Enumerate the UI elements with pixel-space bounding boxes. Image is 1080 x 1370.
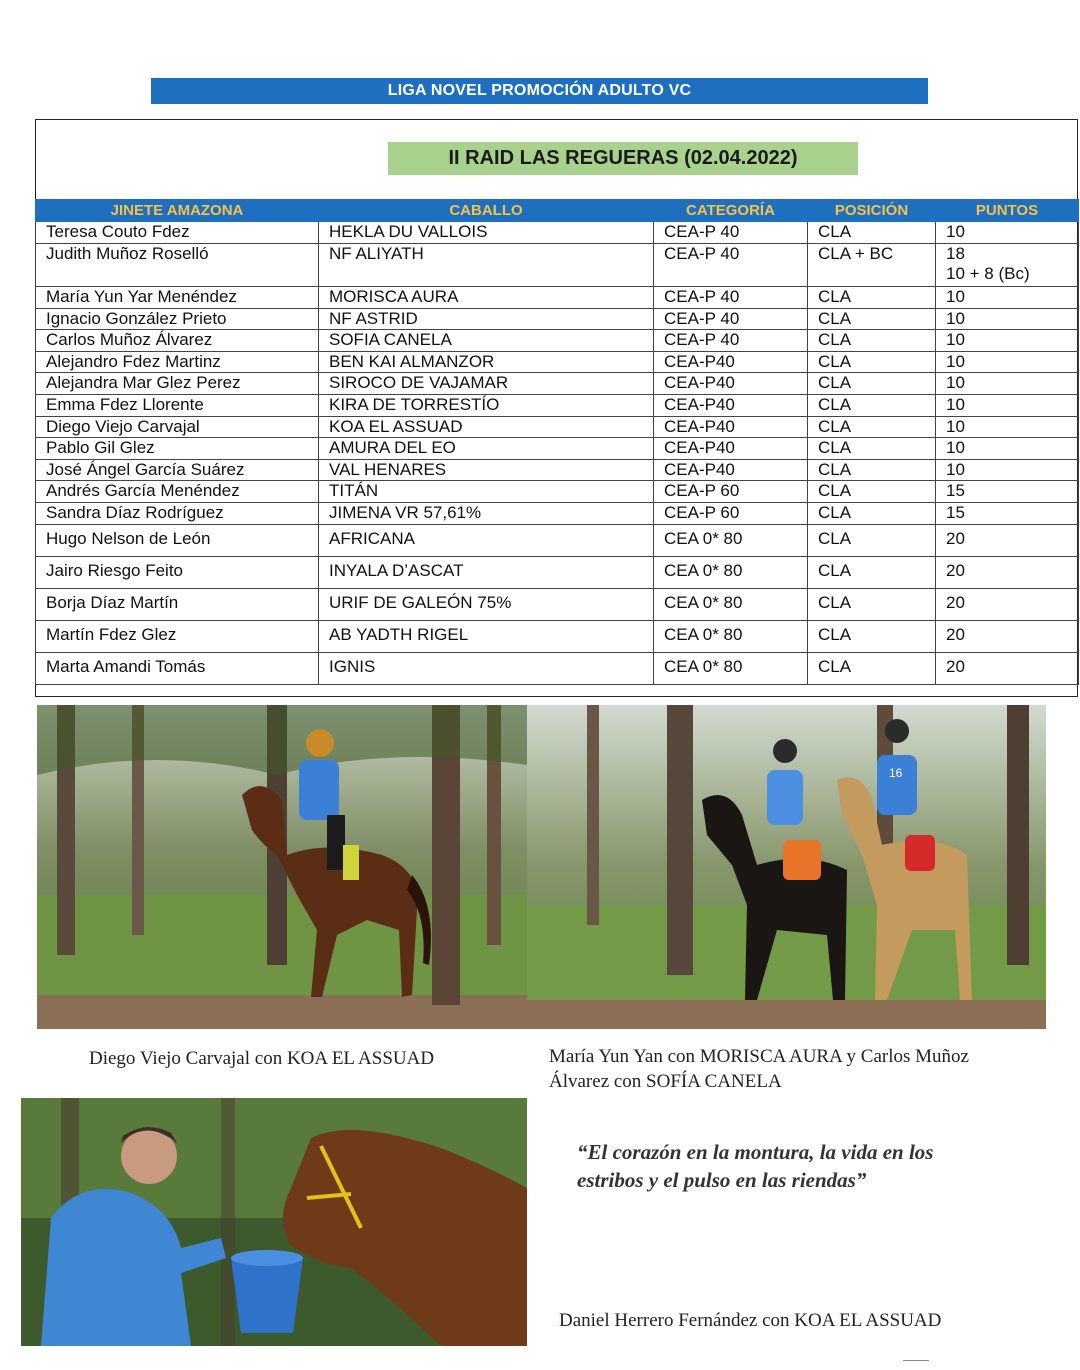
category-cell: CEA-P 40 <box>654 330 808 352</box>
horse-cell: MORISCA AURA <box>319 287 654 309</box>
position-cell: CLA <box>808 502 936 524</box>
points-cell: 10 <box>936 222 1079 244</box>
horse-cell: URIF DE GALEÓN 75% <box>319 588 654 620</box>
table-row <box>36 330 1079 352</box>
points-cell: 20 <box>936 524 1079 556</box>
position-cell: CLA <box>808 459 936 481</box>
rider-cell: Judith Muñoz Roselló <box>36 244 319 287</box>
table-row <box>36 556 1079 588</box>
table-row <box>36 351 1079 373</box>
position-cell: CLA <box>808 652 936 684</box>
table-row <box>36 373 1079 395</box>
photo-two-riders <box>527 705 1046 1029</box>
rider-cell: Alejandra Mar Glez Perez <box>36 373 319 395</box>
header-position: POSICIÓN <box>808 200 936 222</box>
page-number-fragment <box>903 1360 929 1370</box>
rider-cell: José Ángel García Suárez <box>36 459 319 481</box>
points-cell: 10 <box>936 351 1079 373</box>
table-header-row <box>36 200 1079 222</box>
table-row <box>36 620 1079 652</box>
rider-cell: Emma Fdez Llorente <box>36 394 319 416</box>
horse-cell: JIMENA VR 57,61% <box>319 502 654 524</box>
photo-two-riders-image <box>527 705 1046 1029</box>
table-row <box>36 502 1079 524</box>
points-cell: 10 <box>936 416 1079 438</box>
points-cell: 10 <box>936 308 1079 330</box>
caption-photo1: Diego Viejo Carvajal con KOA EL ASSUAD <box>89 1048 435 1069</box>
points-total: 18 <box>946 244 965 263</box>
category-cell: CEA-P 40 <box>654 308 808 330</box>
category-cell: CEA 0* 80 <box>654 652 808 684</box>
category-cell: CEA-P40 <box>654 394 808 416</box>
photo-feeding-horse-image <box>21 1098 527 1346</box>
position-cell: CLA + BC <box>808 244 936 287</box>
points-cell: 10 <box>936 287 1079 309</box>
points-cell: 20 <box>936 652 1079 684</box>
horse-cell: KIRA DE TORRESTÍO <box>319 394 654 416</box>
category-cell: CEA 0* 80 <box>654 620 808 652</box>
horse-cell: AFRICANA <box>319 524 654 556</box>
table-row <box>36 481 1079 503</box>
position-cell: CLA <box>808 373 936 395</box>
horse-cell: AMURA DEL EO <box>319 438 654 460</box>
points-cell: 10 <box>936 394 1079 416</box>
header-points: PUNTOS <box>936 200 1079 222</box>
event-title <box>388 142 858 175</box>
category-cell: CEA 0* 80 <box>654 524 808 556</box>
table-row <box>36 308 1079 330</box>
league-banner <box>151 78 928 104</box>
photo-rider-koa-image <box>37 705 527 1029</box>
rider-cell: Teresa Couto Fdez <box>36 222 319 244</box>
points-cell <box>936 244 1079 287</box>
rider-cell: Jairo Riesgo Feito <box>36 556 319 588</box>
category-cell: CEA-P40 <box>654 416 808 438</box>
category-cell: CEA-P40 <box>654 438 808 460</box>
horse-cell: BEN KAI ALMANZOR <box>319 351 654 373</box>
horse-cell: SOFIA CANELA <box>319 330 654 352</box>
horse-cell: NF ALIYATH <box>319 244 654 287</box>
rider-cell: Alejandro Fdez Martinz <box>36 351 319 373</box>
rider-cell: María Yun Yar Menéndez <box>36 287 319 309</box>
category-cell: CEA-P 40 <box>654 222 808 244</box>
category-cell: CEA-P 60 <box>654 502 808 524</box>
caption-photo2: María Yun Yan con MORISCA AURA y Carlos Muñoz Álvarez con SOFÍA CANELA <box>549 1046 969 1092</box>
position-cell: CLA <box>808 394 936 416</box>
category-cell: CEA-P40 <box>654 373 808 395</box>
points-cell: 20 <box>936 556 1079 588</box>
horse-cell: AB YADTH RIGEL <box>319 620 654 652</box>
points-cell: 10 <box>936 330 1079 352</box>
rider-cell: Borja Díaz Martín <box>36 588 319 620</box>
rider-cell: Hugo Nelson de León <box>36 524 319 556</box>
table-row <box>36 222 1079 244</box>
position-cell: CLA <box>808 524 936 556</box>
rider-cell: Diego Viejo Carvajal <box>36 416 319 438</box>
category-cell: CEA-P40 <box>654 459 808 481</box>
table-row <box>36 244 1079 287</box>
vest-number: 16 <box>889 766 903 780</box>
position-cell: CLA <box>808 330 936 352</box>
category-cell: CEA-P 40 <box>654 244 808 287</box>
table-row <box>36 524 1079 556</box>
position-cell: CLA <box>808 438 936 460</box>
header-horse: CABALLO <box>319 200 654 222</box>
position-cell: CLA <box>808 588 936 620</box>
horse-cell: HEKLA DU VALLOIS <box>319 222 654 244</box>
position-cell: CLA <box>808 351 936 373</box>
event-title-text: II RAID LAS REGUERAS (02.04.2022) <box>448 147 798 169</box>
position-cell: CLA <box>808 287 936 309</box>
header-rider: JINETE AMAZONA <box>36 200 319 222</box>
points-cell: 15 <box>936 502 1079 524</box>
horse-cell: INYALA D’ASCAT <box>319 556 654 588</box>
rider-cell: Ignacio González Prieto <box>36 308 319 330</box>
points-cell: 20 <box>936 620 1079 652</box>
rider-cell: Carlos Muñoz Álvarez <box>36 330 319 352</box>
category-cell: CEA 0* 80 <box>654 556 808 588</box>
table-row <box>36 459 1079 481</box>
position-cell: CLA <box>808 222 936 244</box>
rider-cell: Pablo Gil Glez <box>36 438 319 460</box>
table-row <box>36 652 1079 684</box>
position-cell: CLA <box>808 620 936 652</box>
table-row <box>36 394 1079 416</box>
points-cell: 20 <box>936 588 1079 620</box>
points-detail: 10 + 8 (Bc) <box>946 264 1030 283</box>
table-row <box>36 588 1079 620</box>
rider-cell: Martín Fdez Glez <box>36 620 319 652</box>
category-cell: CEA 0* 80 <box>654 588 808 620</box>
category-cell: CEA-P 40 <box>654 287 808 309</box>
rider-cell: Andrés García Menéndez <box>36 481 319 503</box>
horse-cell: TITÁN <box>319 481 654 503</box>
caption-photo3: Daniel Herrero Fernández con KOA EL ASSUAD <box>559 1310 942 1331</box>
photo-feeding-horse <box>21 1098 527 1346</box>
rider-cell: Sandra Díaz Rodríguez <box>36 502 319 524</box>
horse-cell: KOA EL ASSUAD <box>319 416 654 438</box>
header-category: CATEGORÍA <box>654 200 808 222</box>
table-row <box>36 438 1079 460</box>
horse-cell: VAL HENARES <box>319 459 654 481</box>
horse-cell: SIROCO DE VAJAMAR <box>319 373 654 395</box>
rider-cell: Marta Amandi Tomás <box>36 652 319 684</box>
photo-rider-koa <box>37 705 527 1029</box>
table-row <box>36 416 1079 438</box>
position-cell: CLA <box>808 556 936 588</box>
points-cell: 10 <box>936 459 1079 481</box>
results-table <box>35 199 1079 685</box>
category-cell: CEA-P 60 <box>654 481 808 503</box>
category-cell: CEA-P40 <box>654 351 808 373</box>
position-cell: CLA <box>808 416 936 438</box>
quote-text: “El corazón en la montura, la vida en los estribos y el pulso en las riendas” <box>577 1140 934 1192</box>
points-cell: 15 <box>936 481 1079 503</box>
position-cell: CLA <box>808 481 936 503</box>
position-cell: CLA <box>808 308 936 330</box>
horse-cell: IGNIS <box>319 652 654 684</box>
league-title: LIGA NOVEL PROMOCIÓN ADULTO VC <box>387 82 692 99</box>
points-cell: 10 <box>936 373 1079 395</box>
points-cell: 10 <box>936 438 1079 460</box>
horse-cell: NF ASTRID <box>319 308 654 330</box>
table-row <box>36 287 1079 309</box>
